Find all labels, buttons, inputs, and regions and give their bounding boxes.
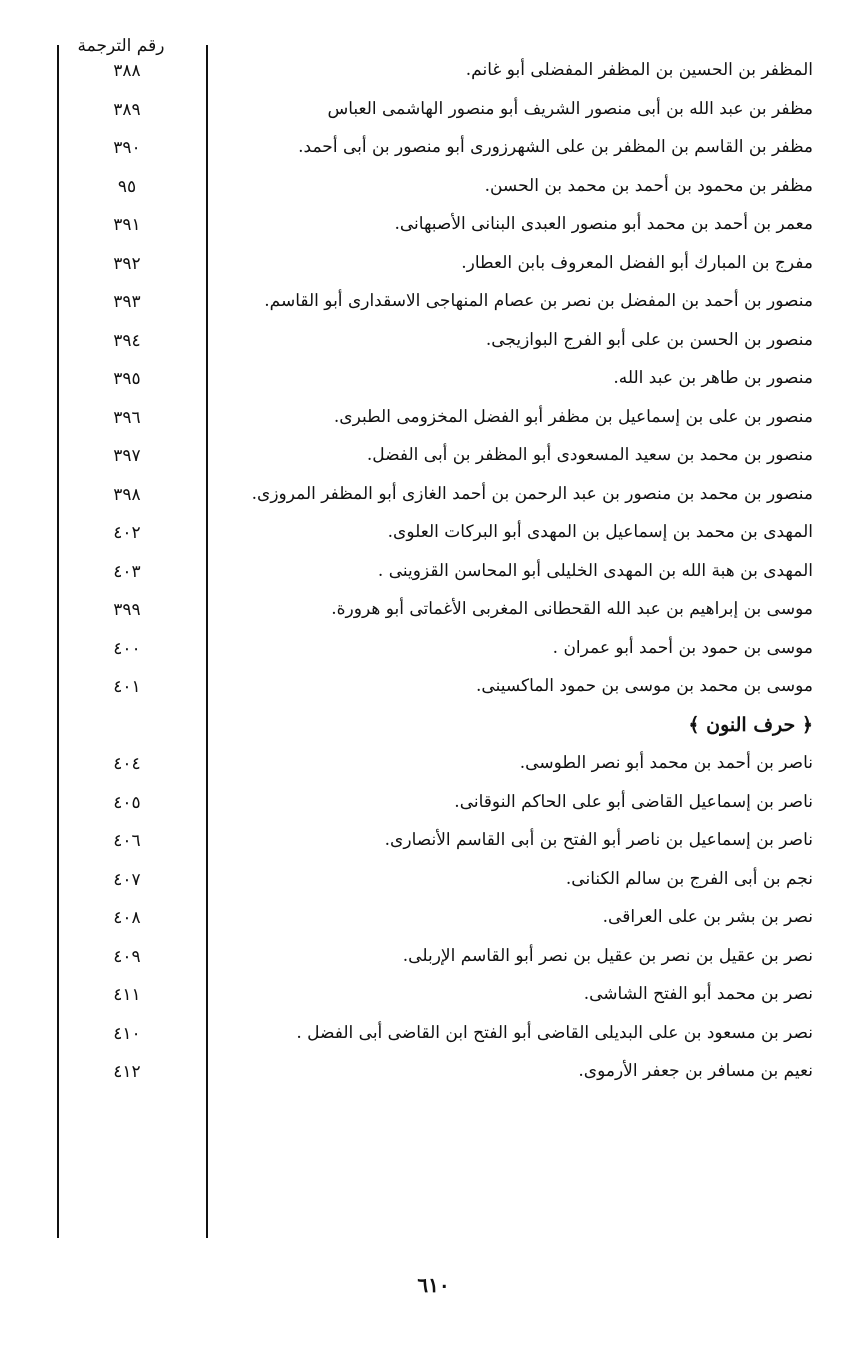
entry-name: نصر بن بشر بن على العراقى.	[602, 907, 813, 927]
biography-number: ٤٠٣	[113, 561, 141, 582]
page-number: ٦١٠	[417, 1273, 450, 1297]
table-row	[0, 91, 867, 130]
table-row	[0, 630, 867, 669]
biography-number: ٣٩٣	[113, 292, 141, 312]
entry-name: موسى بن محمد بن موسى بن حمود الماكسينى.	[476, 676, 813, 696]
biography-number: ٤٠٧	[113, 869, 141, 890]
biography-number: ٣٨٩	[113, 99, 141, 120]
entry-name: مظفر بن القاسم بن المظفر بن على الشهرزورى أبو منصور بن أبى أحمد.	[298, 137, 813, 157]
column-header-biography-number: رقم الترجمة	[77, 36, 165, 56]
entry-name: مظفر بن محمود بن أحمد بن محمد بن الحسن.	[484, 175, 813, 196]
table-row	[0, 591, 867, 630]
entry-name: المظفر بن الحسين بن المظفر المفضلى أبو غانم.	[465, 60, 813, 80]
table-row	[0, 1053, 867, 1092]
entry-name: نصر بن عقيل بن نصر بن عقيل بن نصر أبو القاسم الإربلى.	[402, 945, 813, 966]
entry-name: موسى بن حمود بن أحمد أبو عمران .	[552, 637, 813, 658]
table-row	[0, 322, 867, 361]
biography-number: ٤٠٥	[113, 792, 141, 813]
biography-number: ٤٠١	[113, 677, 141, 697]
table-row	[0, 553, 867, 592]
biography-number: ٣٩٠	[113, 138, 141, 158]
table-row	[0, 745, 867, 784]
biography-number: ٣٩٤	[113, 330, 141, 351]
entry-name: ناصر بن إسماعيل بن ناصر أبو الفتح بن أبى القاسم الأنصارى.	[384, 830, 813, 850]
table-row	[0, 283, 867, 322]
table-row	[0, 1015, 867, 1054]
entry-name: ناصر بن أحمد بن محمد أبو نصر الطوسى.	[519, 753, 813, 773]
entry-name: المهدى بن محمد بن إسماعيل بن المهدى أبو البركات العلوى.	[387, 522, 813, 542]
entry-name: موسى بن إبراهيم بن عبد الله القحطانى المغربى الأغماتى أبو هرورة.	[331, 599, 813, 619]
biography-number: ٤٠٦	[113, 831, 141, 851]
table-row	[0, 668, 867, 707]
biography-number: ٤١٢	[113, 1062, 141, 1082]
entry-name: معمر بن أحمد بن محمد أبو منصور العبدى البنانى الأصبهانى.	[394, 214, 813, 234]
biography-number: ٤٠٠	[113, 638, 141, 659]
biography-number: ٣٩٥	[113, 369, 141, 389]
table-row	[0, 938, 867, 977]
section-heading-row	[0, 707, 867, 746]
entry-name: مظفر بن عبد الله بن أبى منصور الشريف أبو منصور الهاشمى العباس	[327, 98, 813, 119]
table-row	[0, 514, 867, 553]
biography-number: ٤٠٤	[113, 754, 141, 774]
index-entries-list	[0, 52, 867, 1092]
entry-name: نعيم بن مسافر بن جعفر الأرموى.	[578, 1061, 813, 1081]
entry-name: منصور بن محمد بن منصور بن عبد الرحمن بن أحمد الغازى أبو المظفر المروزى.	[251, 483, 813, 504]
table-row	[0, 476, 867, 515]
table-row	[0, 52, 867, 91]
entry-name: منصور بن طاهر بن عبد الله.	[613, 368, 813, 388]
table-row	[0, 206, 867, 245]
biography-number: ٩٥	[117, 176, 137, 197]
section-heading: ﴿ حرف النون ﴾	[688, 713, 813, 736]
entry-name: نصر بن مسعود بن على البديلى القاضى أبو الفتح ابن القاضى أبى الفضل .	[296, 1022, 813, 1043]
biography-number: ٤١٠	[113, 1023, 141, 1044]
biography-number: ٤٠٨	[113, 908, 141, 928]
table-row	[0, 784, 867, 823]
biography-number: ٤٠٩	[113, 946, 141, 967]
table-row	[0, 360, 867, 399]
biography-number: ٣٩٦	[113, 407, 141, 428]
table-row	[0, 129, 867, 168]
table-row	[0, 399, 867, 438]
table-row	[0, 822, 867, 861]
entry-name: نجم بن أبى الفرج بن سالم الكنانى.	[565, 868, 813, 889]
table-row	[0, 437, 867, 476]
biography-number: ٣٩١	[113, 215, 141, 235]
entry-name: ناصر بن إسماعيل القاضى أبو على الحاكم النوقانى.	[454, 791, 813, 812]
biography-number: ٣٩٨	[113, 484, 141, 505]
table-row	[0, 976, 867, 1015]
biography-number: ٣٩٢	[113, 253, 141, 274]
biography-number: ٣٩٧	[113, 446, 141, 466]
table-row	[0, 245, 867, 284]
table-row	[0, 168, 867, 207]
entry-name: مفرج بن المبارك أبو الفضل المعروف بابن العطار.	[461, 252, 813, 273]
biography-number: ٤٠٢	[113, 523, 141, 543]
table-row	[0, 899, 867, 938]
entry-name: منصور بن الحسن بن على أبو الفرج البوازيجى.	[485, 329, 813, 350]
table-row	[0, 861, 867, 900]
entry-name: المهدى بن هبة الله بن المهدى الخليلى أبو المحاسن القزوينى .	[377, 560, 813, 581]
entry-name: نصر بن محمد أبو الفتح الشاشى.	[583, 984, 813, 1004]
entry-name: منصور بن على بن إسماعيل بن مظفر أبو الفضل المخزومى الطبرى.	[333, 406, 813, 427]
biography-number: ٣٨٨	[113, 61, 141, 81]
entry-name: منصور بن محمد بن سعيد المسعودى أبو المظفر بن أبى الفضل.	[366, 445, 813, 465]
biography-number: ٣٩٩	[113, 600, 141, 620]
entry-name: منصور بن أحمد بن المفضل بن نصر بن عصام المنهاجى الاسقدارى أبو القاسم.	[264, 291, 813, 311]
biography-number: ٤١١	[113, 985, 141, 1005]
